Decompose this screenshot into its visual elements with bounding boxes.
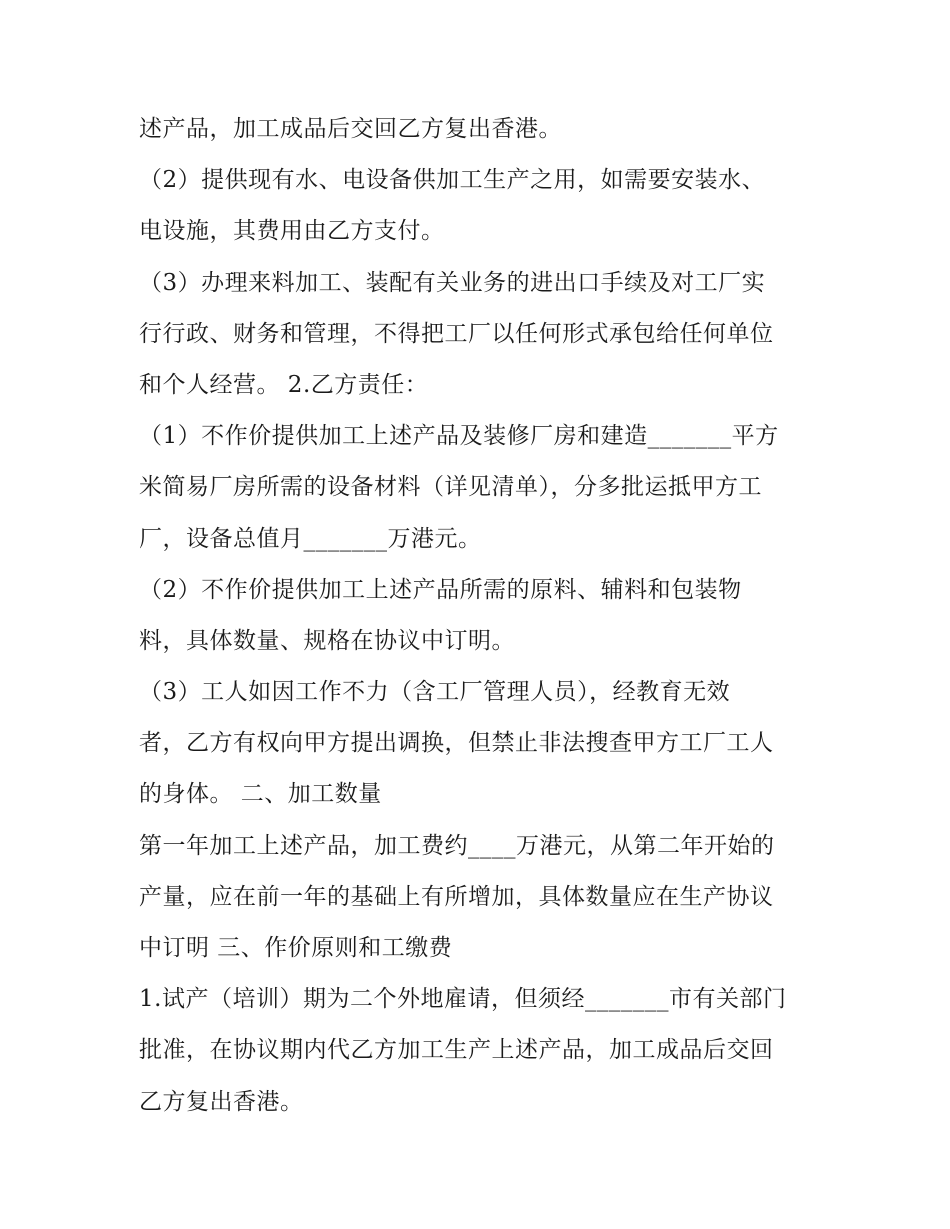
text-line: 米简易厂房所需的设备材料（详见清单），分多批运抵甲方工 — [139, 474, 762, 501]
text-line: （2）不作价提供加工上述产品所需的原料、辅料和包装物 — [139, 576, 742, 603]
text-line: 乙方复出香港。 — [139, 1088, 304, 1115]
text-line: 第一年加工上述产品，加工费约____万港元，从第二年开始的 — [139, 832, 775, 859]
text-line: （2）提供现有水、电设备供加工生产之用，如需要安装水、 — [139, 167, 766, 194]
text-line: 厂，设备总值月_______万港元。 — [139, 525, 482, 552]
text-line: 批准，在协议期内代乙方加工生产上述产品，加工成品后交回 — [139, 1037, 774, 1064]
text-line: 述产品，加工成品后交回乙方复出香港。 — [139, 116, 562, 142]
text-line: 和个人经营。 2.乙方责任： — [139, 371, 429, 398]
text-line: 1.试产（培训）期为二个外地雇请，但须经_______市有关部门 — [139, 986, 787, 1013]
text-line: 行行政、财务和管理，不得把工厂以任何形式承包给任何单位 — [139, 320, 774, 347]
text-line: （3）办理来料加工、装配有关业务的进出口手续及对工厂实 — [139, 269, 766, 296]
text-line: 中订明 三、作价原则和工缴费 — [139, 935, 453, 961]
text-line: （1）不作价提供加工上述产品及装修厂房和建造_______平方 — [139, 423, 779, 450]
text-line: 产量，应在前一年的基础上有所增加，具体数量应在生产协议 — [139, 883, 774, 910]
document-body — [139, 108, 819, 1132]
text-line: 电设施，其费用由乙方支付。 — [139, 218, 445, 245]
text-line: 料，具体数量、规格在协议中订明。 — [139, 627, 515, 654]
text-line: 的身体。 二、加工数量 — [139, 781, 382, 808]
text-line: 者，乙方有权向甲方提出调换，但禁止非法搜查甲方工厂工人 — [139, 730, 774, 757]
text-line: （3）工人如因工作不力（含工厂管理人员），经教育无效 — [139, 679, 731, 706]
